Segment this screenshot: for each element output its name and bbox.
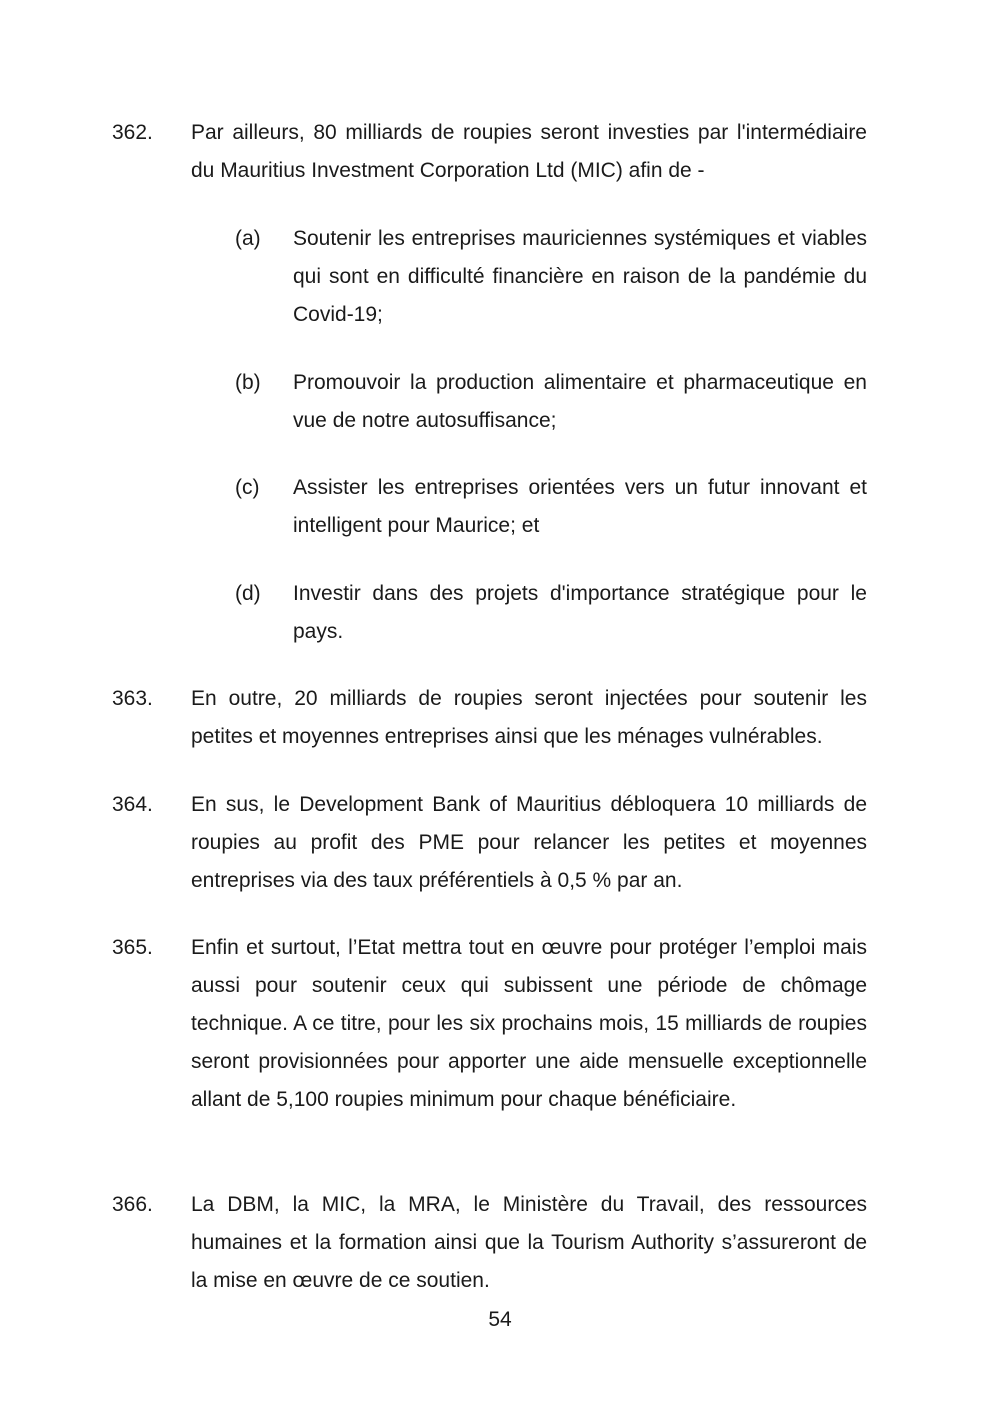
paragraph-number: 365.: [112, 936, 153, 959]
list-item-label: (d): [235, 582, 261, 605]
paragraph-text: En outre, 20 milliards de roupies seront injectées pour soutenir les petites et moyennes entreprises ainsi que les ménages vulnérables.: [191, 687, 867, 748]
page-number: 54: [488, 1308, 512, 1331]
list-item-text: Promouvoir la production alimentaire et pharmaceutique en vue de notre autosuffisance;: [293, 371, 867, 432]
paragraph-text: Par ailleurs, 80 milliards de roupies seront investies par l'intermédiaire du Mauritius Investment Corporation Ltd (MIC) afin de -: [191, 121, 867, 182]
paragraph-number: 364.: [112, 793, 153, 816]
list-item-label: (c): [235, 476, 260, 499]
list-item-text: Investir dans des projets d'importance stratégique pour le pays.: [293, 582, 867, 643]
paragraph-text: En sus, le Development Bank of Mauritius débloquera 10 milliards de roupies au profit des PME pour relancer les petites et moyennes entreprises via des taux préférentiels à 0,5 % par an.: [191, 793, 867, 892]
list-item-label: (a): [235, 227, 261, 250]
paragraph-number: 362.: [112, 121, 153, 144]
paragraph-number: 363.: [112, 687, 153, 710]
paragraph-text: La DBM, la MIC, la MRA, le Ministère du Travail, des ressources humaines et la formation ainsi que la Tourism Authority s’assureront de la mise en œuvre de ce soutien.: [191, 1193, 867, 1292]
list-item-label: (b): [235, 371, 261, 394]
paragraph-text: Enfin et surtout, l’Etat mettra tout en œuvre pour protéger l’emploi mais aussi pour soutenir ceux qui subissent une période de chômage technique. A ce titre, pour les six prochains mois, 15 milliards de roupies seront provisionnées pour apporter une aide mensuelle exceptionnelle allant de 5,100 roupies minimum pour chaque bénéficiaire.: [191, 936, 867, 1111]
paragraph-number: 366.: [112, 1193, 153, 1216]
list-item-text: Soutenir les entreprises mauriciennes systémiques et viables qui sont en difficulté financière en raison de la pandémie du Covid-19;: [293, 227, 867, 326]
list-item-text: Assister les entreprises orientées vers un futur innovant et intelligent pour Maurice; et: [293, 476, 867, 537]
